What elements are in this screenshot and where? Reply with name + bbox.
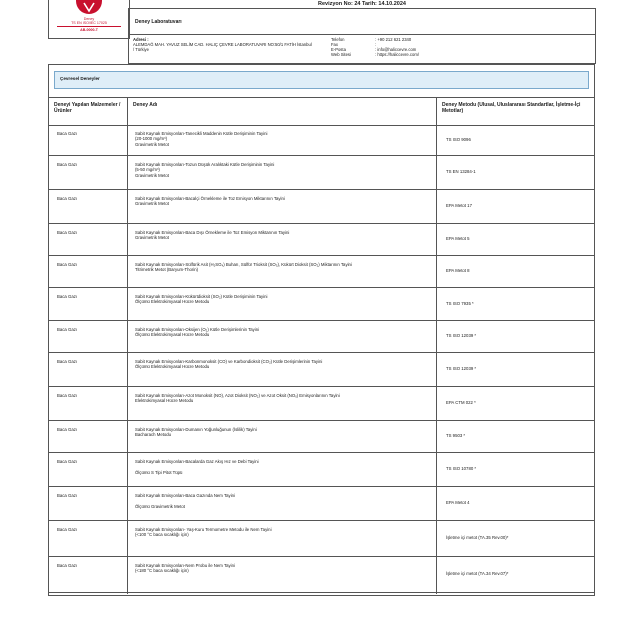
contact-email-value[interactable]: : info@haliccevre.com: [375, 47, 417, 52]
row-test-name: [135, 131, 431, 147]
row-test-name: [135, 294, 431, 305]
row-test-name: [135, 162, 431, 178]
row-method: TS ISO 12039 *: [446, 366, 477, 371]
row-test-name-line: Gravimetrik Metot: [135, 235, 169, 241]
row-test-name-line: Ölçümü S Tipi Pitot Tüpü: [135, 469, 183, 475]
row-method: TS EN 13284-1: [446, 169, 476, 174]
lab-title: Deney Laboratuvarı: [135, 19, 182, 25]
row-test-name-line: Sabit Kaynak Emisyonları- Yaş-Kuru Termometre Metodu ile Nem Tayini: [135, 527, 272, 532]
address-label: Adresi :: [133, 37, 149, 42]
row-test-name: [135, 196, 431, 207]
row-test-name-line: (5-50 mg/m³): [135, 167, 160, 173]
row-material: Baca Gazı: [57, 162, 78, 167]
row-material: Baca Gazı: [57, 493, 78, 498]
contact-web-value[interactable]: : https://haliccevre.com/: [375, 52, 419, 57]
row-test-name-line: Sabit Kaynak Emisyonları-Kükürtdioksit (SO₂) Kütle Derişiminin Tayini: [135, 294, 268, 299]
row-method: EPA Metot 8: [446, 268, 470, 273]
row-method: TS ISO 7935 *: [446, 301, 474, 306]
row-test-name-line: Sabit Kaynak Emisyonları-Baca Gazında Nem Tayini: [135, 493, 235, 498]
column-header-method: Deney Metodu (Ulusal, Uluslararası Standartlar, İşletme-İçi Metotlar): [442, 102, 581, 114]
contact-block: [331, 37, 419, 57]
row-material: Baca Gazı: [57, 359, 78, 364]
revision-info: Revizyon No: 24 Tarih: 14.10.2024: [318, 1, 406, 7]
row-method: İşletme içi metot (TA.35 Rev.00)*: [446, 535, 509, 540]
row-test-name: [135, 327, 431, 338]
row-test-name-line: Sabit Kaynak Emisyonları-Baca Dışı Örnekleme ile Toz Emisyon Miktarının Tayini: [135, 230, 290, 235]
row-test-name-line: Sabit Kaynak Emisyonları-Tanecikli Maddenin Kütle Derişiminin Tayini: [135, 131, 268, 136]
row-test-name-line: (20-1000 mg/m³): [135, 136, 167, 142]
row-test-name-line: Sabit Kaynak Emisyonları-Bacaİçi Örnekleme ile Toz Emisyon Miktarının Tayini: [135, 196, 285, 201]
row-test-name: [135, 262, 431, 273]
row-test-name-line: Sabit Kaynak Emisyonları-Dumanın Yoğunluğunun (İslilik) Tayini: [135, 427, 257, 432]
row-material: Baca Gazı: [57, 563, 78, 568]
logo-divider: [57, 26, 121, 27]
row-test-name: [135, 393, 431, 404]
row-test-name: [135, 459, 431, 475]
row-method: TS 9503 *: [446, 433, 466, 438]
row-test-name-line: Sabit Kaynak Emisyonları-Bacalarda Gaz Akış Hız ve Debi Tayini: [135, 459, 259, 464]
accreditation-number: AB-0000-T: [80, 28, 98, 32]
row-test-name-line: Sabit Kaynak Emisyonları-Nem Probu ile Nem Tayini: [135, 563, 235, 568]
row-test-name-line: Ölçümü Gravimetrik Metot: [135, 503, 185, 509]
contact-phone-value: : +90 212 621 2340: [375, 37, 412, 42]
row-method: TS ISO 9096: [446, 137, 471, 142]
row-test-name-line: Ölçümü Elektrokimyasal Hücre Metodu: [135, 299, 210, 305]
row-method: TS ISO 10780 *: [446, 466, 477, 471]
row-test-name: [135, 230, 431, 241]
section-title: Çevresel Deneyler: [60, 76, 100, 81]
contact-fax-value: :: [375, 42, 377, 47]
row-material: Baca Gazı: [57, 327, 78, 332]
row-test-name-line: Sabit Kaynak Emisyonları-Oksijen (O₂) Kütle Derişimlerinin Tayini: [135, 327, 260, 332]
row-material: Baca Gazı: [57, 459, 78, 464]
column-header-test-name: Deney Adı: [133, 102, 158, 108]
row-test-name-line: Ölçümü Elektrokimyasal Hücre Metodu: [135, 364, 210, 370]
row-test-name-line: Gravimetrik Metot: [135, 172, 169, 178]
row-material: Baca Gazı: [57, 230, 78, 235]
row-material: Baca Gazı: [57, 262, 78, 267]
logo-caption: Deney: [83, 17, 95, 21]
section-header-bar: [54, 71, 589, 89]
row-material: Baca Gazı: [57, 393, 78, 398]
row-method: EPA CTM 022 *: [446, 400, 476, 405]
address-value: ALEMDAĞ MAH. YAVUZ SELİM CAD. HALIÇ ÇEVRE LABORATUVARI NO:50/1 FATİH İstanbul / Türkiye: [133, 42, 312, 52]
row-test-name-line: Sabit Kaynak Emisyonları-Sülfürik Asit (H₂SO₄) Buharı, Sülfür Trioksit (SO₃), Kükürt Dioksit (SO₂) Miktarının Tayini: [135, 262, 352, 267]
row-test-name-line: Sabit Kaynak Emisyonları-Tozun Düşük Aralıktaki Kütle Derişiminin Tayini: [135, 162, 275, 167]
row-material: Baca Gazı: [57, 131, 78, 136]
row-method: İşletme içi metot (TA.34 Rev.07)*: [446, 571, 509, 576]
row-test-name-line: (<100 °C baca sıcaklığı için): [135, 532, 189, 538]
turkak-emblem-icon: [76, 0, 102, 14]
contact-fax-label: Fax: [331, 42, 338, 47]
row-material: Baca Gazı: [57, 294, 78, 299]
table-row: [48, 556, 594, 593]
row-test-name: [135, 527, 431, 538]
row-test-name-line: Gravimetrik Metot: [135, 141, 169, 147]
row-material: Baca Gazı: [57, 427, 78, 432]
row-material: Baca Gazı: [57, 527, 78, 532]
row-test-name: [135, 359, 431, 370]
row-test-name-line: Bacharach Metodu: [135, 432, 172, 438]
row-test-name: [135, 493, 431, 509]
contact-web-label: Web Sitesi: [331, 52, 351, 57]
header-divider: [128, 34, 595, 35]
table-row: [48, 520, 594, 557]
row-method: EPA Metot 17: [446, 203, 472, 208]
contact-email-label: E-Posta: [331, 47, 346, 52]
accreditation-logo: [48, 0, 130, 39]
row-test-name-line: Ölçümü Elektrokimyasal Hücre Metodu: [135, 332, 210, 338]
row-test-name-line: Sabit Kaynak Emisyonları-Azot Monoksit (NO), Azot Dioksit (NO₂) ve Azot Oksit (NOₓ) Emisyonlarının Tayini: [135, 393, 340, 398]
row-material: Baca Gazı: [57, 196, 78, 201]
contact-phone-label: Telefon: [331, 37, 345, 42]
row-method: TS ISO 12039 *: [446, 333, 477, 338]
row-method: EPA Metot 5: [446, 236, 470, 241]
row-test-name-line: Elektrokimyasal Hücre Metodu: [135, 398, 194, 404]
logo-standard: TS EN ISO/IEC 17025: [71, 21, 107, 25]
row-test-name-line: Titrimetrik Metot (Baryum-Thorin): [135, 267, 199, 273]
column-header-material: Deneyi Yapılan Malzemeler / Ürünler: [54, 102, 121, 114]
row-test-name: [135, 427, 431, 438]
row-test-name-line: Sabit Kaynak Emisyonları-Karbonmonoksit (CO) ve Karbondioksit (CO₂) Kütle Derişimlerinin Tayini: [135, 359, 323, 364]
row-method: EPA Metot 4: [446, 500, 470, 505]
row-test-name-line: (<180 °C baca sıcaklığı için): [135, 568, 189, 574]
row-test-name: [135, 563, 431, 574]
row-test-name-line: Gravimetrik Metot: [135, 201, 169, 207]
